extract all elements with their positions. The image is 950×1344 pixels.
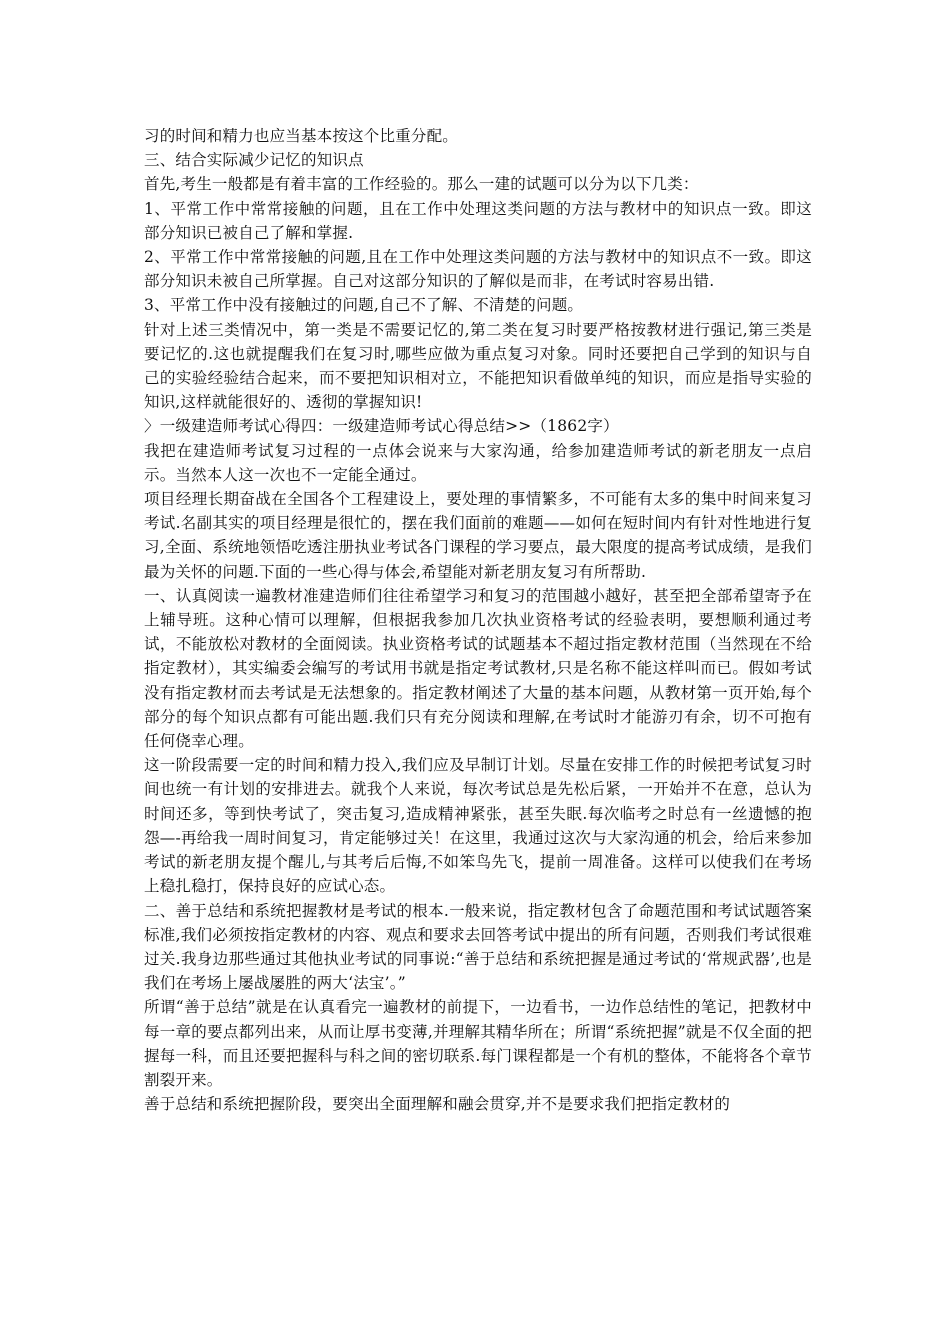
paragraph: 针对上述三类情况中，第一类是不需要记忆的,第二类在复习时要严格按教材进行强记,第三类是要记忆的.这也就提醒我们在复习时,哪些应做为重点复习对象。同时还要把自己学到的知识与自己的实验经验结合起来，而不要把知识相对立，不能把知识看做单纯的知识，而应是指导实验的知识,这样就能很好的、透彻的掌握知识! <box>144 320 812 412</box>
section-heading: 三、结合实际减少记忆的知识点 <box>144 151 364 170</box>
paragraph: 所谓“善于总结”就是在认真看完一遍教材的前提下，一边看书，一边作总结性的笔记，把教材中每一章的要点都列出来，从而让厚书变薄,并理解其精华所在；所谓“系统把握”就是不仅全面的把握每一科，而且还要把握科与科之间的密切联系.每门课程都是一个有机的整体，不能将各个章节割裂开来。 <box>144 998 812 1089</box>
paragraph: 善于总结和系统把握阶段，要突出全面理解和融会贯穿,并不是要求我们把指定教材的 <box>144 1095 731 1114</box>
paragraph: 二、善于总结和系统把握教材是考试的根本.一般来说，指定教材包含了命题范围和考试试题答案标准,我们必须按指定教材的内容、观点和要求去回答考试中提出的所有问题，否则我们考试很难过关.我身边那些通过其他执业考试的同事说:“善于总结和系统把握是通过考试的‘常规武器’,也是我们在考场上屡战屡胜的两大‘法宝’。” <box>144 901 812 993</box>
paragraph: 这一阶段需要一定的时间和精力投入,我们应及早制订计划。尽量在安排工作的时候把考试复习时间也统一有计划的安排进去。就我个人来说，每次考试总是先松后紧，一开始并不在意，总认为时间还多，等到快考试了，突击复习,造成精神紧张，甚至失眠.每次临考之时总有一丝遗憾的抱怨—-再给我一周时间复习，肯定能够过关！在这里，我通过这次与大家沟通的机会，给后来参加考试的新老朋友提个醒儿,与其考后后悔,不如笨鸟先飞，提前一周准备。这样可以使我们在考场上稳扎稳打，保持良好的应试心态。 <box>144 756 812 896</box>
article-title: 〉一级建造师考试心得四：一级建造师考试心得总结>>（1862字） <box>144 417 619 436</box>
list-item: 3、平常工作中没有接触过的问题,自己不了解、不清楚的问题。 <box>144 296 584 315</box>
paragraph: 我把在建造师考试复习过程的一点体会说来与大家沟通，给参加建造师考试的新老朋友一点启示。当然本人这一次也不一定能全通过。 <box>144 441 812 484</box>
list-item: 1、平常工作中常常接触的问题，且在工作中处理这类问题的方法与教材中的知识点一致。即这部分知识已被自己了解和掌握. <box>144 199 812 242</box>
paragraph: 项目经理长期奋战在全国各个工程建设上，要处理的事情繁多，不可能有太多的集中时间来复习考试.名副其实的项目经理是很忙的，摆在我们面前的难题——如何在短时间内有针对性地进行复习,全面、系统地领悟吃透注册执业考试各门课程的学习要点，最大限度的提高考试成绩，是我们最为关怀的问题.下面的一些心得与体会,希望能对新老朋友复习有所帮助. <box>144 490 812 581</box>
paragraph: 习的时间和精力也应当基本按这个比重分配。 <box>144 127 459 145</box>
paragraph: 首先,考生一般都是有着丰富的工作经验的。那么一建的试题可以分为以下几类： <box>144 175 699 194</box>
list-item: 2、平常工作中常常接触的问题,且在工作中处理这类问题的方法与教材中的知识点不一致。即这部分知识未被自己所掌握。自己对这部分知识的了解似是而非，在考试时容易出错. <box>144 248 812 291</box>
paragraph: 一、认真阅读一遍教材准建造师们往往希望学习和复习的范围越小越好，甚至把全部希望寄予在上辅导班。这种心情可以理解，但根据我参加几次执业资格考试的经验表明，要想顺利通过考试，不能放松对教材的全面阅读。执业资格考试的试题基本不超过指定教材范围（当然现在不给指定教材），其实编委会编写的考试用书就是指定考试教材,只是名称不能这样叫而已。假如考试没有指定教材而去考试是无法想象的。指定教材阐述了大量的基本问题，从教材第一页开始,每个部分的每个知识点都有可能出题.我们只有充分阅读和理解,在考试时才能游刃有余，切不可抱有任何侥幸心理。 <box>144 586 812 751</box>
body-text <box>144 124 812 1116</box>
